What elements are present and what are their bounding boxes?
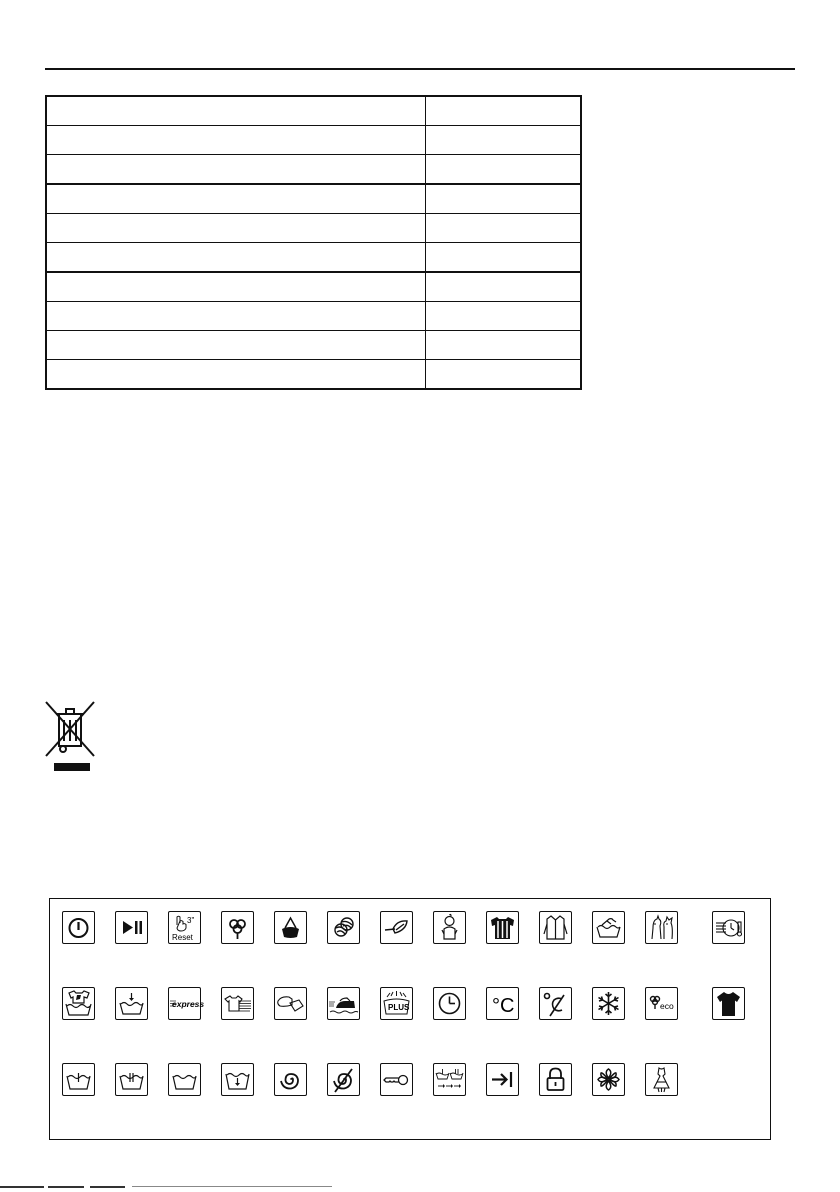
rinse-icon <box>62 1063 95 1096</box>
no-spin-icon <box>327 1063 360 1096</box>
reset-time-text: 3" <box>187 916 195 925</box>
steam-plus-icon <box>380 987 413 1020</box>
footer-rule <box>0 1186 44 1188</box>
door-lock-icon <box>539 1063 572 1096</box>
table-row <box>46 360 581 390</box>
weee-bin-icon <box>42 700 98 772</box>
easy-iron-icon <box>327 987 360 1020</box>
shirts-icon <box>539 911 572 944</box>
eco-cotton-icon <box>645 987 678 1020</box>
spin-icon <box>274 1063 307 1096</box>
cold-snowflake-icon <box>592 987 625 1020</box>
baby-care-icon <box>433 911 466 944</box>
cold-wash-icon <box>539 987 572 1020</box>
dress-delicates-icon <box>645 1063 678 1096</box>
table-row <box>46 243 581 273</box>
spec-label <box>46 243 426 273</box>
footer-rule <box>132 1186 332 1187</box>
spec-label <box>46 126 426 155</box>
reset-icon <box>168 911 201 944</box>
footer-rule <box>90 1186 125 1188</box>
top-rule <box>45 68 795 70</box>
sports-jersey-icon <box>486 911 519 944</box>
spec-value <box>426 272 582 302</box>
spec-value <box>426 126 582 155</box>
spec-value <box>426 331 582 360</box>
footer-rule <box>48 1186 84 1188</box>
table-row <box>46 302 581 331</box>
table-row <box>46 155 581 185</box>
main-wash-icon <box>168 1063 201 1096</box>
table-row <box>46 214 581 243</box>
prewash-main-wash-sequence-icon <box>433 1063 466 1096</box>
celsius-text: °C <box>492 995 515 1017</box>
spec-table <box>45 95 582 390</box>
bedding-icon <box>274 987 307 1020</box>
table-row <box>46 331 581 360</box>
spec-label <box>46 155 426 185</box>
power-icon <box>62 911 95 944</box>
fresh-flower-icon <box>592 1063 625 1096</box>
delay-timer-icon <box>433 987 466 1020</box>
spec-value <box>426 302 582 331</box>
tshirt-icon <box>712 987 745 1020</box>
child-lock-key-icon <box>380 1063 413 1096</box>
handbag-delicates-icon <box>274 911 307 944</box>
table-row <box>46 96 581 126</box>
spec-label <box>46 272 426 302</box>
express-text: express <box>172 999 205 1009</box>
express-icon <box>168 987 205 1020</box>
reset-text: Reset <box>172 933 193 942</box>
cotton-icon <box>221 911 254 944</box>
table-row <box>46 126 581 155</box>
spec-value <box>426 214 582 243</box>
hand-wash-icon <box>592 911 625 944</box>
table-row <box>46 272 581 302</box>
spec-label <box>46 302 426 331</box>
spec-value <box>426 360 582 390</box>
feather-down-icon <box>380 911 413 944</box>
plus-text: PLUS <box>388 1003 410 1012</box>
table-row <box>46 184 581 214</box>
end-arrow-icon <box>486 1063 519 1096</box>
spec-value <box>426 155 582 185</box>
start-pause-icon <box>115 911 148 944</box>
drain-icon <box>221 1063 254 1096</box>
spec-label <box>46 331 426 360</box>
spec-label <box>46 96 426 126</box>
spec-value <box>426 96 582 126</box>
pet-hair-icon <box>645 911 678 944</box>
stain-removal-icon <box>62 987 95 1020</box>
quick-dry-shirt-icon <box>221 987 254 1020</box>
temperature-icon <box>486 987 519 1020</box>
wool-yarn-icon <box>327 911 360 944</box>
control-symbols-panel <box>49 898 771 1140</box>
spec-label <box>46 214 426 243</box>
eco-text: eco <box>660 1001 674 1011</box>
hygiene-steam-icon <box>712 911 745 944</box>
spec-value <box>426 184 582 214</box>
spec-value <box>426 243 582 273</box>
spec-label <box>46 360 426 390</box>
spec-label <box>46 184 426 214</box>
extra-rinse-icon <box>115 1063 148 1096</box>
prewash-icon <box>115 987 148 1020</box>
